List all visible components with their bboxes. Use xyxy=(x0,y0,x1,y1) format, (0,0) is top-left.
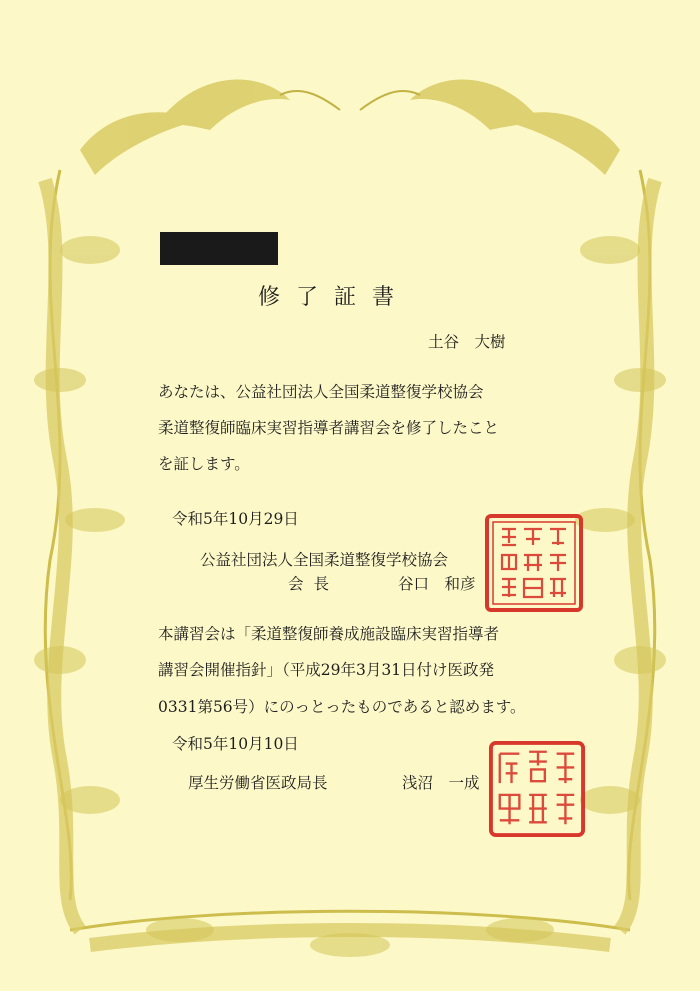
approval-line-3: 0331第56号）にのっとったものであると認めます。 xyxy=(158,698,526,716)
redacted-box xyxy=(160,232,278,265)
issuer-title: 会長 xyxy=(288,575,340,593)
ministry-seal xyxy=(488,740,586,838)
association-seal xyxy=(484,513,584,613)
approval-line-2: 講習会開催指針」（平成29年3月31日付け医政発 xyxy=(158,661,495,679)
approval-date: 令和5年10月10日 xyxy=(172,735,299,753)
issue-date: 令和5年10月29日 xyxy=(172,510,299,528)
certificate-title: 修了証書 xyxy=(258,285,411,310)
body-line-2: 柔道整復師臨床実習指導者講習会を修了したこと xyxy=(158,419,500,437)
approval-line-1: 本講習会は「柔道整復師養成施設臨床実習指導者 xyxy=(158,625,500,643)
body-line-3: を証します。 xyxy=(158,455,250,473)
approver-name: 浅沼 一成 xyxy=(402,774,480,792)
body-line-1: あなたは、公益社団法人全国柔道整復学校協会 xyxy=(158,383,484,401)
approver-title: 厚生労働省医政局長 xyxy=(188,774,328,792)
issuer-org: 公益社団法人全国柔道整復学校協会 xyxy=(200,551,449,569)
recipient-name: 土谷 大樹 xyxy=(428,333,506,351)
issuer-name: 谷口 和彦 xyxy=(398,575,476,593)
